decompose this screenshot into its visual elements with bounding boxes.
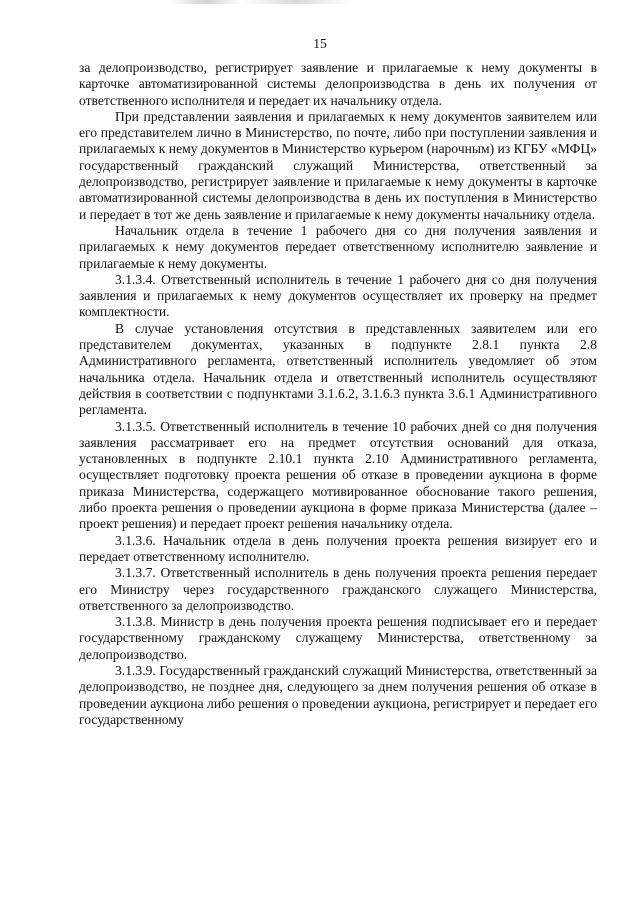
document-body [79, 60, 597, 728]
paragraph-8: 3.1.3.7. Ответственный исполнитель в день получения проекта решения передает его Министру через государственного гражданского служащего Министерства, ответственного за делопроизводство. [79, 565, 597, 613]
paragraph-9: 3.1.3.8. Министр в день получения проекта решения подписывает его и передает государственному гражданскому служащему Министерства, ответственному за делопроизводство. [79, 614, 597, 662]
paragraph-3: Начальник отдела в течение 1 рабочего дня со дня получения заявления и прилагаемых к нему документов передает ответственному исполнителю заявление и прилагаемые к нему документы. [79, 222, 597, 271]
paragraph-5: В случае установления отсутствия в представленных заявителем или его представителем документах, указанных в подпункте 2.8.1 пункта 2.8 Административного регламента, ответственный исполнитель уведомляет об этом начальника отдела. Начальник отдела и ответственный исполнитель осуществляют действия в соответствии с подпунктами 3.1.6.2, 3.1.6.3 пункта 3.6.1 Административного регламента. [79, 320, 597, 418]
paragraph-10: 3.1.3.9. Государственный гражданский служащий Министерства, ответственный за делопроизводство, не позднее дня, следующего за днем получения решения об отказе в проведении аукциона либо решения о проведении аукциона, регистрирует и передает его государственному [79, 662, 597, 727]
paragraph-2: При представлении заявления и прилагаемых к нему документов заявителем или его представителем лично в Министерство, по почте, либо при поступлении заявления и прилагаемых к нему документов в Министерство курьером (нарочным) из КГБУ «МФЦ» государственный гражданский служащий Министерства, ответственный за делопроизводство, регистрирует заявление и прилагаемые к нему документы в карточке автоматизированной системы делопроизводства в день их поступления в Министерство и передает в тот же день заявление и прилагаемые к нему документы начальнику отдела. [79, 108, 597, 222]
page-number: 15 [313, 36, 327, 51]
scan-artifact [170, 0, 350, 4]
paragraph-6: 3.1.3.5. Ответственный исполнитель в течение 10 рабочих дней со дня получения заявления рассматривает его на предмет отсутствия оснований для отказа, установленных в подпункте 2.10.1 пункта 2.10 Административного регламента, осуществляет подготовку проекта решения об отказе в проведении аукциона в форме приказа Министерства, содержащего мотивированное обоснование такого решения, либо проекта решения о проведении аукциона в форме приказа Министерства (далее – проект решения) и передает проект решения начальнику отдела. [79, 418, 597, 532]
paragraph-1: за делопроизводство, регистрирует заявление и прилагаемые к нему документы в карточке автоматизированной системы делопроизводства в день их получения от ответственного исполнителя и передает их начальнику отдела. [79, 60, 597, 108]
paragraph-7: 3.1.3.6. Начальник отдела в день получения проекта решения визирует его и передает ответственному исполнителю. [79, 532, 597, 564]
paragraph-4: 3.1.3.4. Ответственный исполнитель в течение 1 рабочего дня со дня получения заявления и прилагаемых к нему документов осуществляет их проверку на предмет комплектности. [79, 271, 597, 320]
